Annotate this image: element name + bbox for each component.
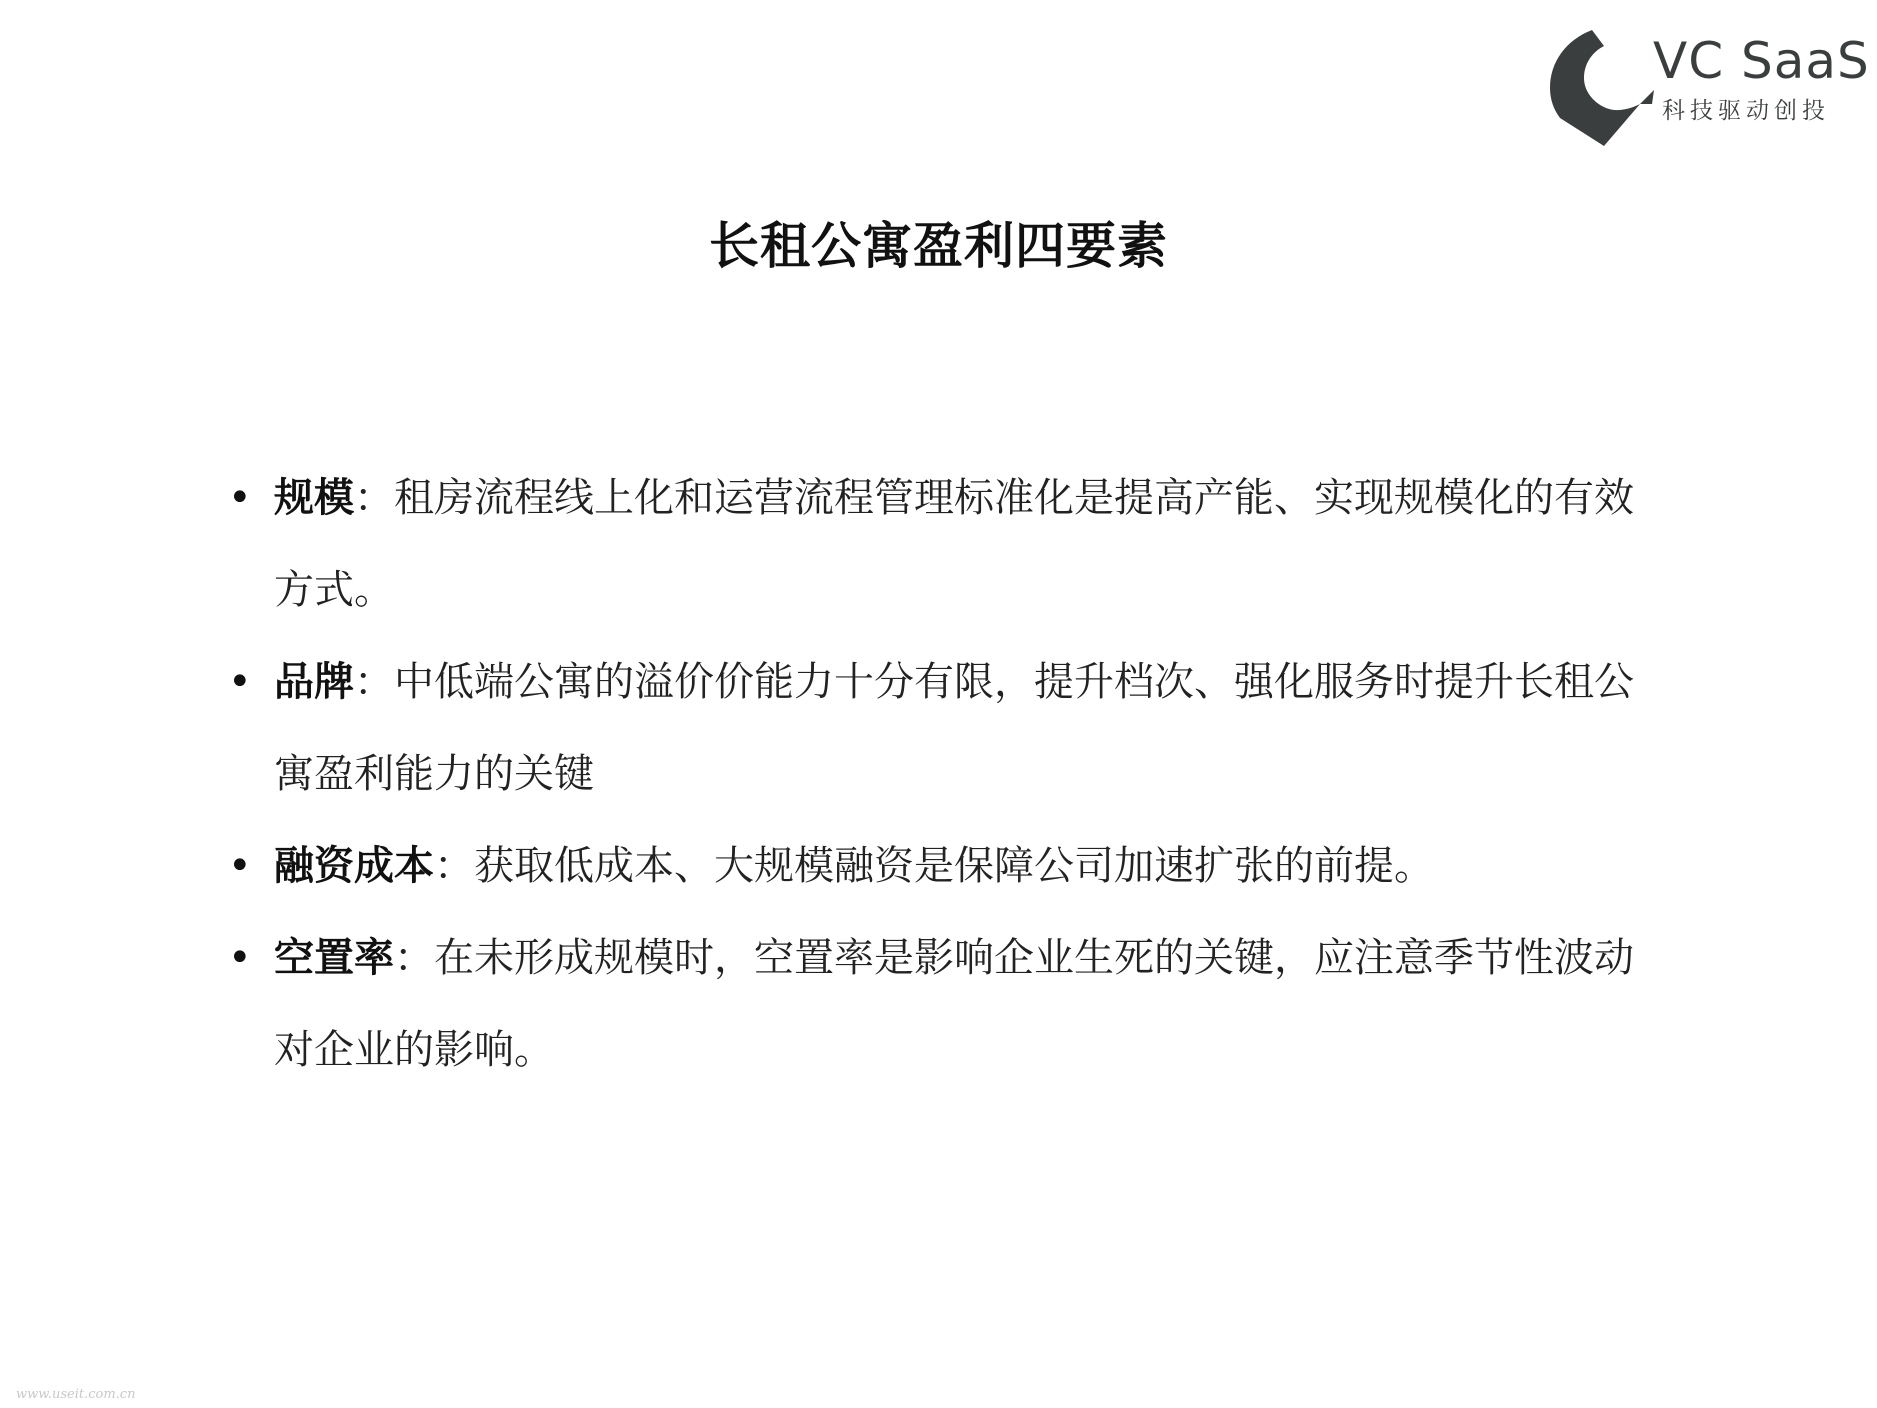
bullet-icon: • xyxy=(228,475,252,521)
logo-name: VC SaaS xyxy=(1653,32,1870,90)
factor-separator: ： xyxy=(434,843,474,889)
bullet-icon: • xyxy=(228,935,252,981)
factor-text: 租房流程线上化和运营流程管理标准化是提高产能、实现规模化的有效方式。 xyxy=(274,475,1634,613)
factor-separator: ： xyxy=(354,475,394,521)
factor-item-vacancy-rate xyxy=(228,912,1648,1096)
factor-text: 中低端公寓的溢价价能力十分有限，提升档次、强化服务时提升长租公寓盈利能力的关键 xyxy=(274,659,1634,797)
factor-text: 获取低成本、大规模融资是保障公司加速扩张的前提。 xyxy=(474,843,1434,889)
factor-item-brand xyxy=(228,636,1648,820)
bullet-icon: • xyxy=(228,659,252,705)
factor-term: 融资成本 xyxy=(274,843,434,889)
vc-saas-logo xyxy=(1548,28,1870,148)
factor-item-financing-cost xyxy=(228,820,1648,912)
factor-item-scale xyxy=(228,452,1648,636)
factor-list xyxy=(228,452,1648,1096)
bullet-icon: • xyxy=(228,843,252,889)
vc-saas-logo-mark-icon xyxy=(1548,30,1656,146)
watermark: www.useit.com.cn xyxy=(16,1387,136,1402)
logo-tagline: 科技驱动创投 xyxy=(1662,98,1830,124)
page-title: 长租公寓盈利四要素 xyxy=(709,216,1168,275)
factor-separator: ： xyxy=(394,935,434,981)
factor-separator: ： xyxy=(354,659,394,705)
factor-term: 品牌 xyxy=(274,659,354,705)
factor-term: 空置率 xyxy=(274,935,394,981)
factor-text: 在未形成规模时，空置率是影响企业生死的关键，应注意季节性波动对企业的影响。 xyxy=(274,935,1634,1073)
factor-term: 规模 xyxy=(274,475,354,521)
